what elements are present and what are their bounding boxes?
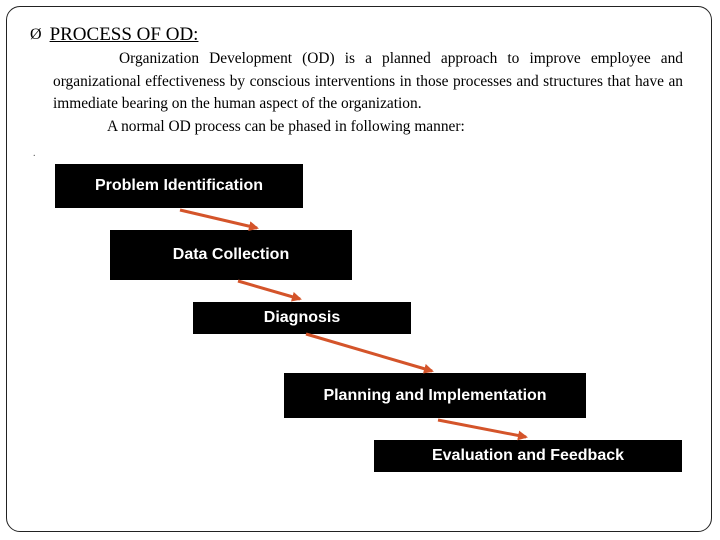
definition-paragraph: Organization Development (OD) is a planned approach to improve employee and organizational effectiveness by conscious interventions in those processes and structures that have an immediate bearing on the human aspect of the organization. xyxy=(53,50,683,112)
step-diagnosis: Diagnosis xyxy=(193,302,411,334)
section-heading xyxy=(30,24,198,46)
step-planning-and-implementation: Planning and Implementation xyxy=(284,373,586,418)
step-evaluation-and-feedback: Evaluation and Feedback xyxy=(374,440,682,472)
intro-text: A normal OD process can be phased in following manner: xyxy=(107,118,465,135)
heading-title: PROCESS OF OD: xyxy=(49,24,199,45)
step-problem-identification: Problem Identification xyxy=(55,164,303,208)
step-data-collection: Data Collection xyxy=(110,230,352,280)
arrow-bullet-icon: Ø xyxy=(30,26,42,43)
stray-mark: . xyxy=(33,148,36,159)
